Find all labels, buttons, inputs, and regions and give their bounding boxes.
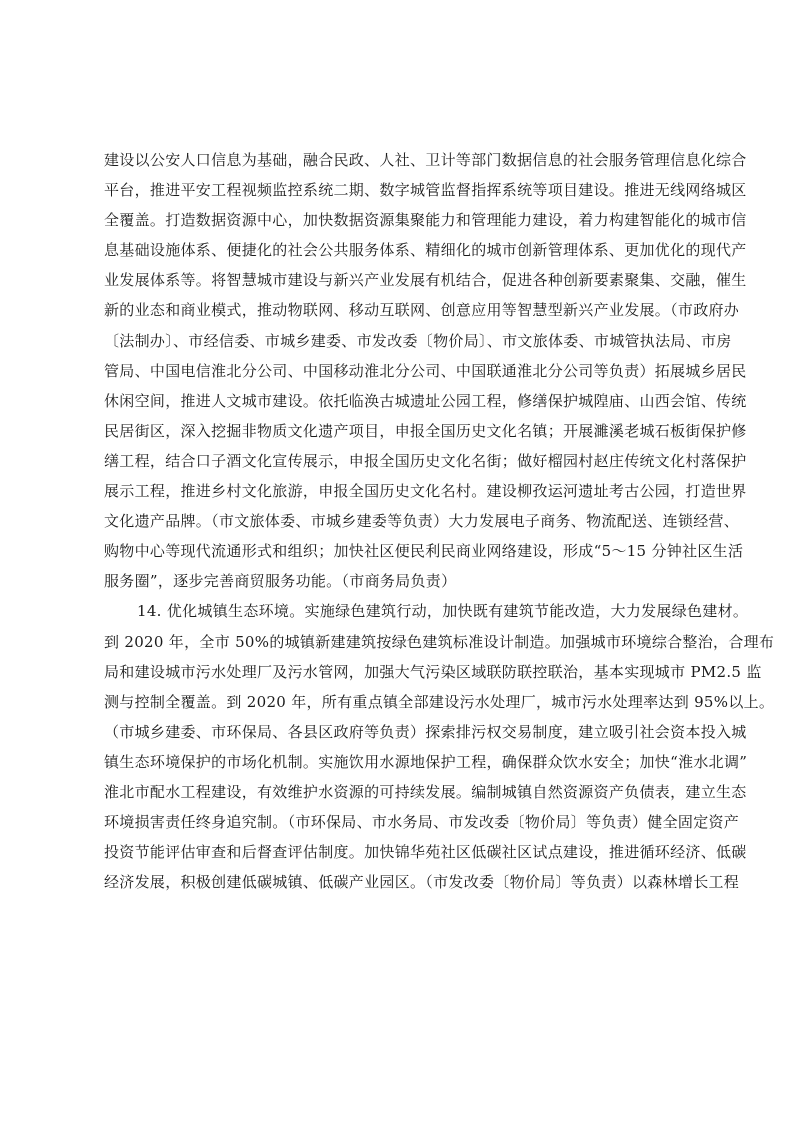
text-line: 息基础设施体系、便捷化的社会公共服务体系、精细化的城市创新管理体系、更加优化的现代产: [104, 241, 747, 260]
text-line: 经济发展，积极创建低碳城镇、低碳产业园区。（市发改委〔物价局〕等负责）以森林增长工程: [104, 873, 740, 892]
text-line: 服务圈”，逐步完善商贸服务功能。（市商务局负责）: [104, 572, 457, 591]
text-line: 民居街区，深入挖掘非物质文化遗产项目，申报全国历史文化名镇；开展濉溪老城石板街保护修: [104, 421, 747, 440]
text-line: （市城乡建委、市环保局、各县区政府等负责）探索排污权交易制度，建立吸引社会资本投入城: [104, 722, 747, 741]
text-line: 测与控制全覆盖。到 2020 年，所有重点镇全部建设污水处理厂，城市污水处理率达到 95%以上。: [104, 692, 775, 711]
text-line: 淮北市配水工程建设，有效维护水资源的可持续发展。编制城镇自然资源资产负债表，建立生态: [104, 782, 747, 801]
text-line: 新的业态和商业模式，推动物联网、移动互联网、创意应用等智慧型新兴产业发展。（市政府办: [104, 301, 740, 320]
text-line: 平台，推进平安工程视频监控系统二期、数字城管监督指挥系统等项目建设。推进无线网络城区: [104, 181, 747, 200]
text-line: 管局、中国电信淮北分公司、中国移动淮北分公司、中国联通淮北分公司等负责）拓展城乡居民: [104, 361, 747, 380]
text-line: 文化遗产品牌。（市文旅体委、市城乡建委等负责）大力发展电子商务、物流配送、连锁经营、: [104, 512, 740, 531]
text-line: 到 2020 年，全市 50%的城镇新建建筑按绿色建筑标准设计制造。加强城市环境综合整治，合理布: [104, 632, 775, 651]
text-line: 〔法制办〕、市经信委、市城乡建委、市发改委〔物价局〕、市文旅体委、市城管执法局、市房: [104, 331, 732, 350]
text-line: 业发展体系等。将智慧城市建设与新兴产业发展有机结合，促进各种创新要素聚集、交融，催生: [104, 271, 747, 290]
text-line: 购物中心等现代流通形式和组织；加快社区便民利民商业网络建设，形成“5～15 分钟社区生活: [104, 542, 744, 561]
section-heading-line: 14. 优化城镇生态环境。实施绿色建筑行动，加快既有建筑节能改造，大力发展绿色建材。: [137, 602, 749, 621]
document-body: [104, 145, 775, 897]
text-line: 建设以公安人口信息为基础，融合民政、人社、卫计等部门数据信息的社会服务管理信息化综合: [104, 151, 747, 169]
text-line: 局和建设城市污水处理厂及污水管网，加强大气污染区域联防联控联治，基本实现城市 PM2.5 监: [104, 662, 762, 681]
text-line: 休闲空间，推进人文城市建设。依托临涣古城遗址公园工程，修缮保护城隍庙、山西会馆、传统: [104, 391, 747, 410]
text-line: 全覆盖。打造数据资源中心，加快数据资源集聚能力和管理能力建设，着力构建智能化的城市信: [104, 211, 747, 230]
text-line: 镇生态环境保护的市场化机制。实施饮用水源地保护工程，确保群众饮水安全；加快“淮水北调”: [104, 752, 748, 771]
text-line: 展示工程，推进乡村文化旅游，申报全国历史文化名村。建设柳孜运河遗址考古公园，打造世界: [104, 482, 747, 501]
text-line: 缮工程，结合口子酒文化宣传展示，申报全国历史文化名街；做好榴园村赵庄传统文化村落保护: [104, 451, 747, 470]
text-line: 投资节能评估审查和后督查评估制度。加快锦华苑社区低碳社区试点建设，推进循环经济、低碳: [104, 843, 747, 862]
text-line: 环境损害责任终身追究制。（市环保局、市水务局、市发改委〔物价局〕等负责）健全固定资产: [104, 813, 740, 832]
